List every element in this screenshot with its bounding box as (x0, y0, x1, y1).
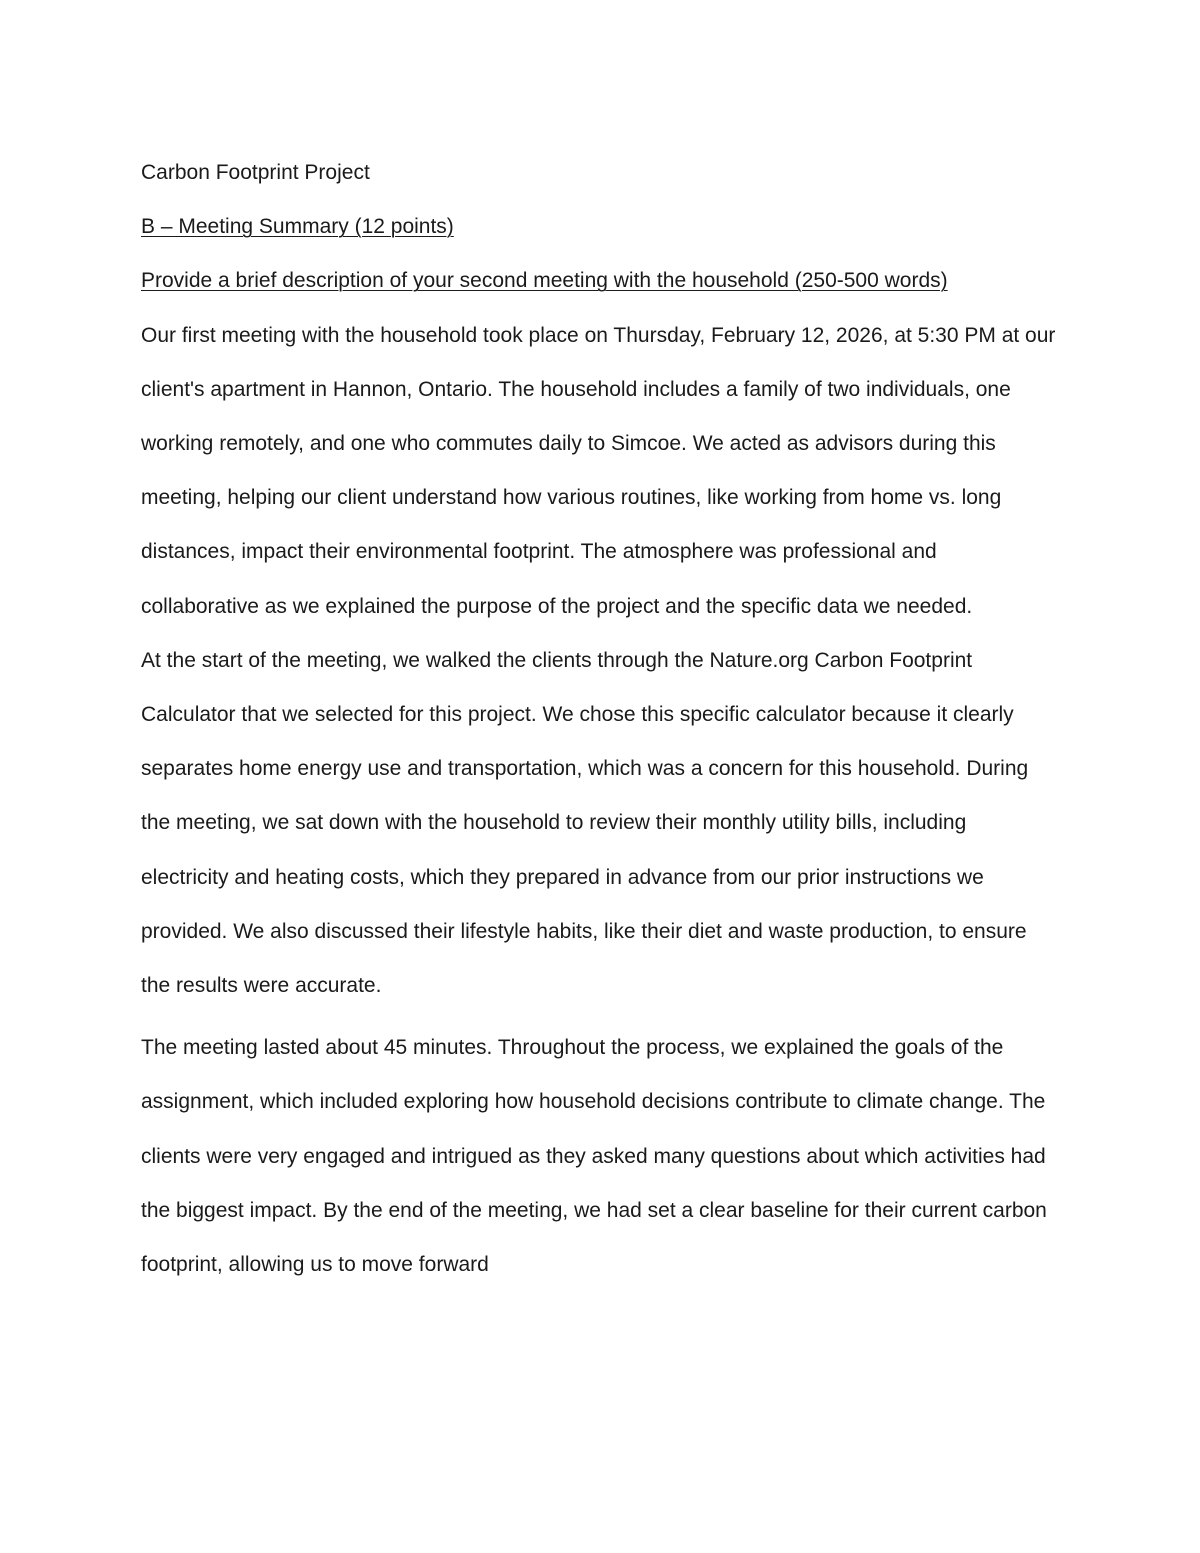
section-heading: B – Meeting Summary (12 points) (141, 215, 454, 239)
document-body (141, 146, 1056, 1292)
paragraph-2: At the start of the meeting, we walked the clients through the Nature.org Carbon Footprint Calculator that we selected for this project. We chose this specific calculator because it clearly separates home energy use and transportation, which was a concern for this household. During the meeting, we sat down with the household to review their monthly utility bills, including electricity and heating costs, which they prepared in advance from our prior instructions we provided. We also discussed their lifestyle habits, like their diet and waste production, to ensure the results were accurate. (141, 648, 1029, 998)
prompt-text: Provide a brief description of your second meeting with the household (250-500 words) (141, 269, 948, 293)
paragraph-1: Our first meeting with the household took place on Thursday, February 12, 2026, at 5:30 PM at our client's apartment in Hannon, Ontario. The household includes a family of two individuals, one working remotely, and one who commutes daily to Simcoe. We acted as advisors during this meeting, helping our client understand how various routines, like working from home vs. long distances, impact their environmental footprint. The atmosphere was professional and collaborative as we explained the purpose of the project and the specific data we needed. (141, 323, 1056, 618)
document-title: Carbon Footprint Project (141, 161, 370, 184)
paragraph-3: The meeting lasted about 45 minutes. Throughout the process, we explained the goals of the assignment, which included exploring how household decisions contribute to climate change. The clients were very engaged and intrigued as they asked many questions about which activities had the biggest impact. By the end of the meeting, we had set a clear baseline for their current carbon footprint, allowing us to move forward (141, 1036, 1047, 1277)
